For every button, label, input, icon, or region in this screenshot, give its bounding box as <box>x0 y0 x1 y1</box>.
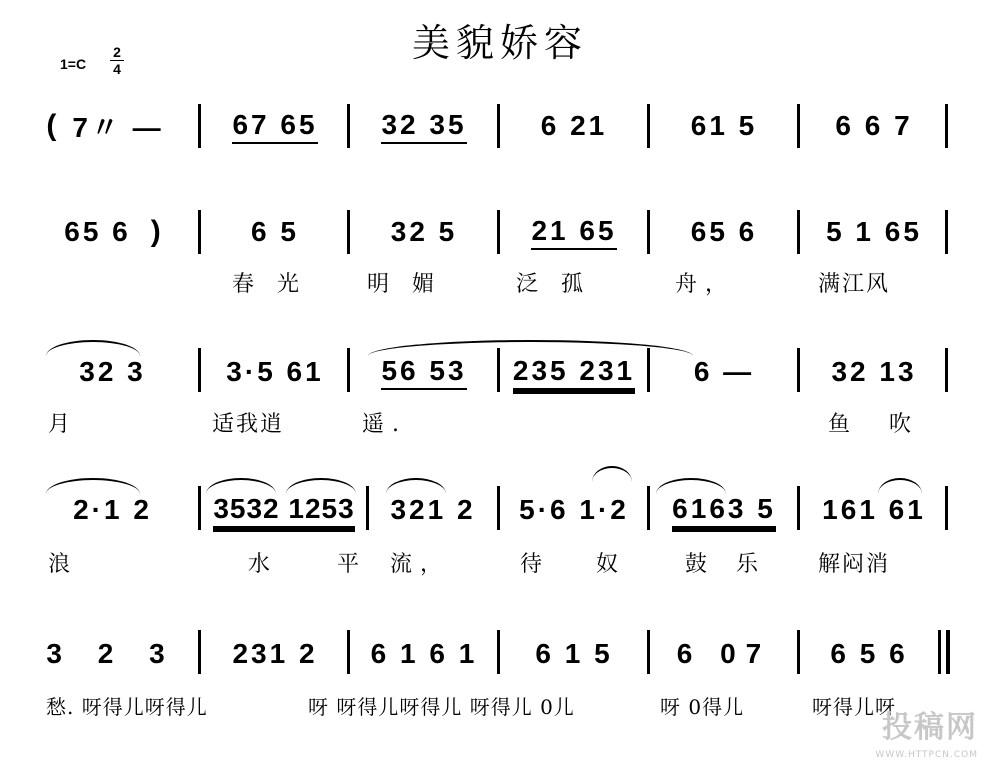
measure <box>804 490 944 530</box>
barline <box>647 104 650 148</box>
measure-notes: 65 6 <box>690 216 758 247</box>
measure <box>30 352 195 392</box>
measure-notes: 32 5 <box>390 216 458 247</box>
barline <box>797 630 800 674</box>
lyric: 月 <box>48 412 79 437</box>
barline <box>347 210 350 254</box>
measure-notes: 2·1 2 <box>73 494 152 525</box>
measure-notes: 3532 1253 <box>213 493 354 528</box>
measure <box>504 352 644 392</box>
measure-notes: 161 61 <box>822 494 926 525</box>
measure-notes: 21 65 <box>531 215 616 250</box>
system-2 <box>0 202 1000 322</box>
lyric: 泛 孤 <box>516 272 591 297</box>
measure <box>804 352 944 392</box>
measure-notes: 3 2 3 <box>46 638 179 669</box>
measure <box>205 352 345 392</box>
measure <box>654 212 794 252</box>
measure-notes: 67 65 <box>232 109 317 144</box>
measure <box>354 634 494 674</box>
measure-notes: 6 6 7 <box>835 110 913 141</box>
open-paren: ( <box>46 109 57 142</box>
measure <box>30 212 195 252</box>
measure-notes: 56 53 <box>381 355 466 390</box>
system-3 <box>0 340 1000 460</box>
measure-notes: 32 3 <box>79 356 146 387</box>
measure-notes: 32 35 <box>381 109 466 144</box>
measure-notes: 3·5 61 <box>226 356 324 387</box>
lyric: 遥. <box>362 412 407 437</box>
lyric: 浪 <box>48 552 79 577</box>
barline <box>797 486 800 530</box>
slur <box>592 466 632 482</box>
barline <box>497 104 500 148</box>
measure <box>504 212 644 252</box>
barline <box>797 348 800 392</box>
measure <box>20 106 190 146</box>
barline <box>497 210 500 254</box>
measure-notes: 6163 5 <box>672 493 776 528</box>
barline <box>497 486 500 530</box>
lyric: 明 媚 <box>367 272 442 297</box>
close-paren: ) <box>150 215 161 248</box>
barline <box>497 630 500 674</box>
barline <box>198 630 201 674</box>
measure <box>654 106 794 146</box>
barline <box>347 348 350 392</box>
barline <box>347 630 350 674</box>
barline <box>347 104 350 148</box>
time-signature <box>110 44 124 77</box>
lyric: 待 <box>520 552 551 577</box>
lyric: 解闷消 <box>818 552 891 577</box>
measure <box>504 490 644 530</box>
barline <box>945 104 948 148</box>
barline <box>647 486 650 530</box>
barline <box>945 210 948 254</box>
measure <box>654 490 794 530</box>
barline <box>938 630 941 674</box>
lyric: 满江风 <box>818 272 891 297</box>
measure <box>354 212 494 252</box>
barline <box>198 104 201 148</box>
lyric: 奴 鼓 <box>596 552 737 577</box>
measure <box>205 212 345 252</box>
measure <box>654 352 794 392</box>
measure-notes: 6 5 <box>251 216 299 247</box>
measure <box>205 634 345 674</box>
measure-notes: 65 6 <box>64 216 131 247</box>
measure-notes: 6 1 5 <box>535 638 613 669</box>
barline <box>945 348 948 392</box>
lyric: 水 平 <box>248 552 389 577</box>
lyric: 呀 0得儿 <box>660 695 745 719</box>
measure <box>804 212 944 252</box>
barline <box>366 486 369 530</box>
measure <box>205 106 345 146</box>
measure-notes: 61 5 <box>690 110 758 141</box>
system-5 <box>0 622 1000 742</box>
lyric: 舟， <box>675 272 736 297</box>
barline <box>198 486 201 530</box>
measure-notes: 231 2 <box>232 638 318 669</box>
song-title: 美貌娇容 <box>411 21 588 65</box>
measure <box>504 634 644 674</box>
barline <box>647 210 650 254</box>
barline <box>797 210 800 254</box>
system-4 <box>0 478 1000 598</box>
barline <box>945 486 948 530</box>
measure-notes: 235 231 <box>513 355 635 390</box>
lyric: 呀得儿呀 <box>812 695 896 719</box>
measure-notes: 321 2 <box>390 494 476 525</box>
system-1 <box>0 96 1000 216</box>
time-signature-bottom: 4 <box>113 61 121 77</box>
measure <box>205 490 363 530</box>
lyric: 呀 呀得儿呀得儿 呀得儿 0儿 <box>308 695 575 719</box>
barline <box>797 104 800 148</box>
measure <box>354 352 494 392</box>
lyric: 鱼 吹 <box>828 412 927 437</box>
time-signature-top: 2 <box>110 44 124 61</box>
lyric: 乐 <box>736 552 767 577</box>
lyric: 适我逍 <box>212 412 285 437</box>
barline <box>198 210 201 254</box>
measure-notes: 6 5 6 <box>830 638 908 669</box>
measure-notes: 6 1 6 1 <box>370 638 478 669</box>
lyric: 春 光 <box>232 272 307 297</box>
key-signature: 1=C <box>60 56 87 72</box>
measure-notes: 6 07 <box>676 638 772 669</box>
watermark-logo: 投稿网 <box>882 710 978 745</box>
barline <box>647 630 650 674</box>
measure <box>654 634 794 674</box>
measure-notes: 5·6 1·2 <box>519 494 629 525</box>
lyric: 流， <box>390 552 451 577</box>
measure <box>504 106 644 146</box>
measure-notes: 5 1 65 <box>826 216 922 247</box>
measure <box>804 634 934 674</box>
final-barline <box>946 630 950 674</box>
measure <box>804 106 944 146</box>
lyric: 愁. 呀得儿呀得儿 <box>46 695 208 719</box>
barline <box>198 348 201 392</box>
measure <box>30 490 195 530</box>
measure <box>354 106 494 146</box>
measure-notes: 6 — <box>693 356 755 387</box>
measure <box>372 490 494 530</box>
measure-notes: 6 21 <box>540 110 608 141</box>
watermark-url: WWW.HTTPCN.COM <box>875 750 978 760</box>
measure-notes: 32 13 <box>831 356 917 387</box>
measure <box>30 634 195 674</box>
measure-notes: 7〃 — <box>72 112 164 143</box>
